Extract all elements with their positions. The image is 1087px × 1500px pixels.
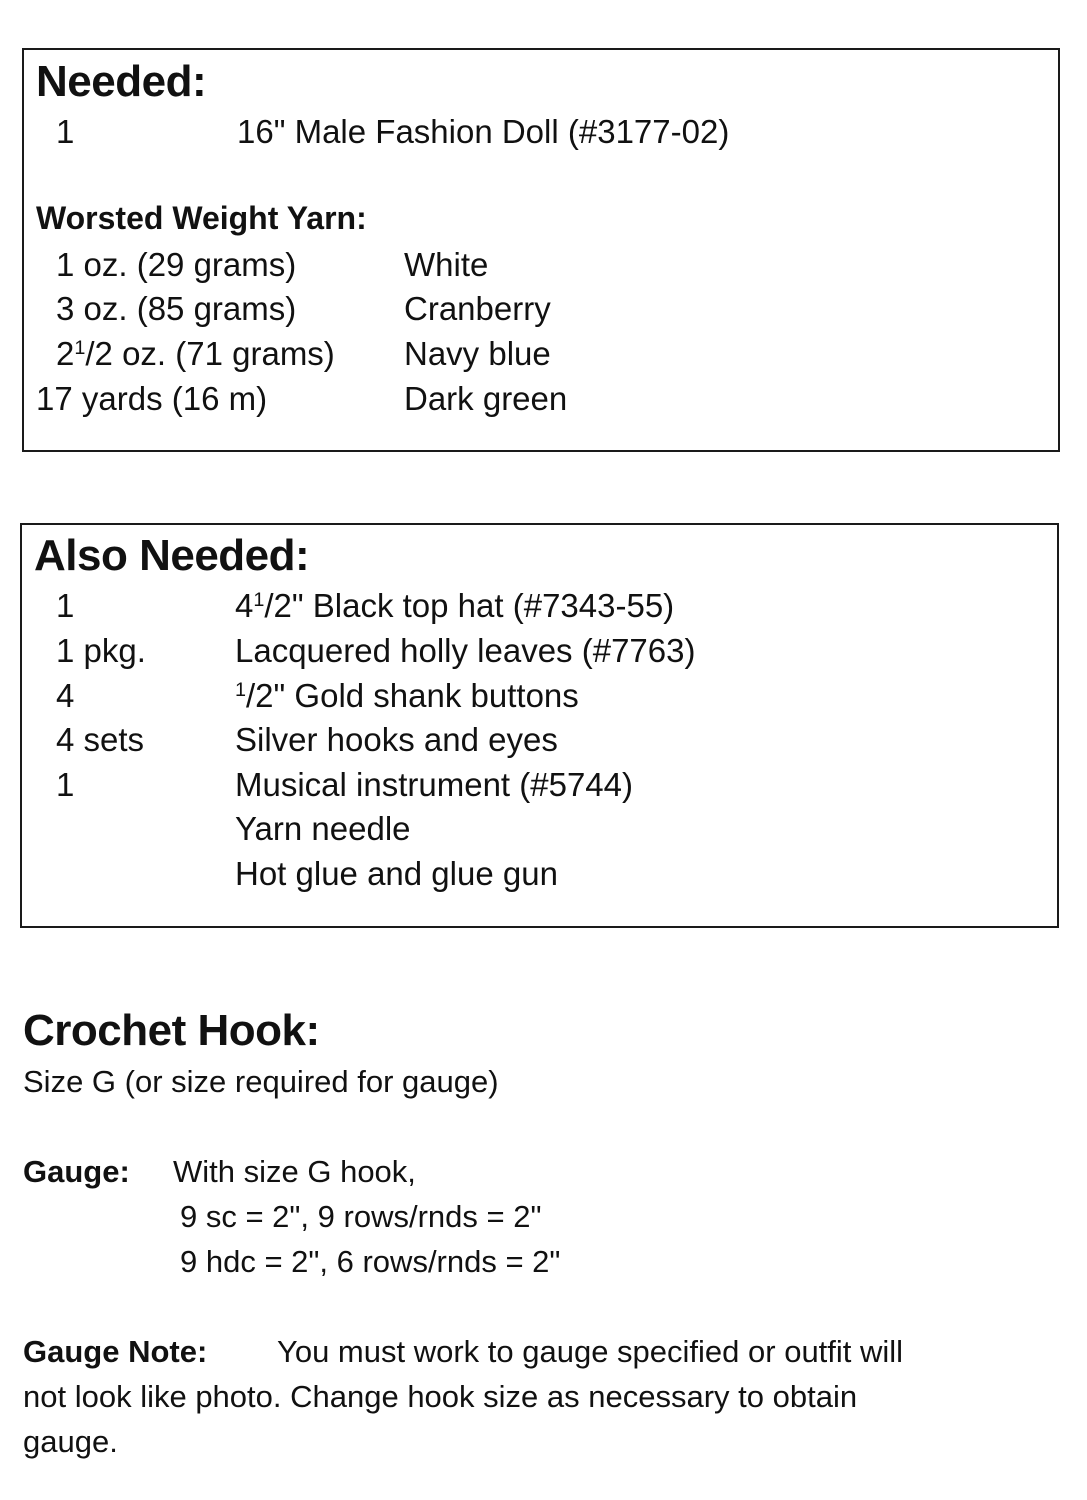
also-needed-desc-numerator: 1	[235, 679, 247, 702]
also-needed-heading: Also Needed:	[34, 531, 310, 580]
yarn-amount-rest: /2 oz. (71 grams)	[85, 335, 335, 372]
also-needed-desc-rest: /2" Gold shank buttons	[246, 677, 579, 714]
also-needed-desc	[235, 679, 579, 712]
yarn-heading: Worsted Weight Yarn:	[36, 200, 367, 236]
yarn-color: Dark green	[404, 380, 568, 417]
yarn-amount: 17 yards (16 m)	[36, 380, 268, 417]
gauge-note-line: not look like photo. Change hook size as necessary to obtain	[23, 1379, 858, 1414]
also-needed-desc: Lacquered holly leaves (#7763)	[235, 632, 696, 669]
needed-item-qty: 1	[56, 113, 75, 150]
crochet-hook-text: Size G (or size required for gauge)	[23, 1064, 499, 1099]
also-needed-desc: Hot glue and glue gun	[235, 855, 558, 892]
also-needed-qty: 1 pkg.	[56, 632, 146, 669]
also-needed-desc-whole: 4	[235, 587, 254, 624]
gauge-note-line: You must work to gauge specified or outfit will	[277, 1334, 904, 1369]
also-needed-desc: Silver hooks and eyes	[235, 721, 558, 758]
also-needed-qty: 1	[56, 766, 75, 803]
gauge-line: With size G hook,	[173, 1154, 416, 1189]
yarn-color: White	[404, 246, 489, 283]
also-needed-qty: 4	[56, 677, 75, 714]
yarn-color: Navy blue	[404, 335, 551, 372]
yarn-amount-whole: 2	[56, 335, 75, 372]
gauge-line: 9 sc = 2", 9 rows/rnds = 2"	[180, 1199, 542, 1234]
also-needed-qty: 1	[56, 587, 75, 624]
yarn-amount: 3 oz. (85 grams)	[56, 290, 297, 327]
also-needed-qty: 4 sets	[56, 721, 145, 758]
yarn-amount	[56, 337, 335, 370]
crochet-hook-heading: Crochet Hook:	[23, 1006, 320, 1055]
also-needed-desc: Yarn needle	[235, 810, 411, 847]
also-needed-desc-numerator: 1	[253, 589, 265, 612]
yarn-color: Cranberry	[404, 290, 551, 327]
gauge-line: 9 hdc = 2", 6 rows/rnds = 2"	[180, 1244, 561, 1279]
also-needed-desc: Musical instrument (#5744)	[235, 766, 633, 803]
gauge-label: Gauge:	[23, 1154, 130, 1189]
yarn-amount-numerator: 1	[74, 337, 86, 360]
needed-heading: Needed:	[36, 57, 207, 106]
gauge-note-line: gauge.	[23, 1424, 118, 1459]
needed-item-desc: 16" Male Fashion Doll (#3177-02)	[237, 113, 730, 150]
also-needed-desc	[235, 589, 674, 622]
yarn-amount: 1 oz. (29 grams)	[56, 246, 297, 283]
gauge-note-label: Gauge Note:	[23, 1334, 208, 1369]
also-needed-desc-rest: /2" Black top hat (#7343-55)	[264, 587, 675, 624]
